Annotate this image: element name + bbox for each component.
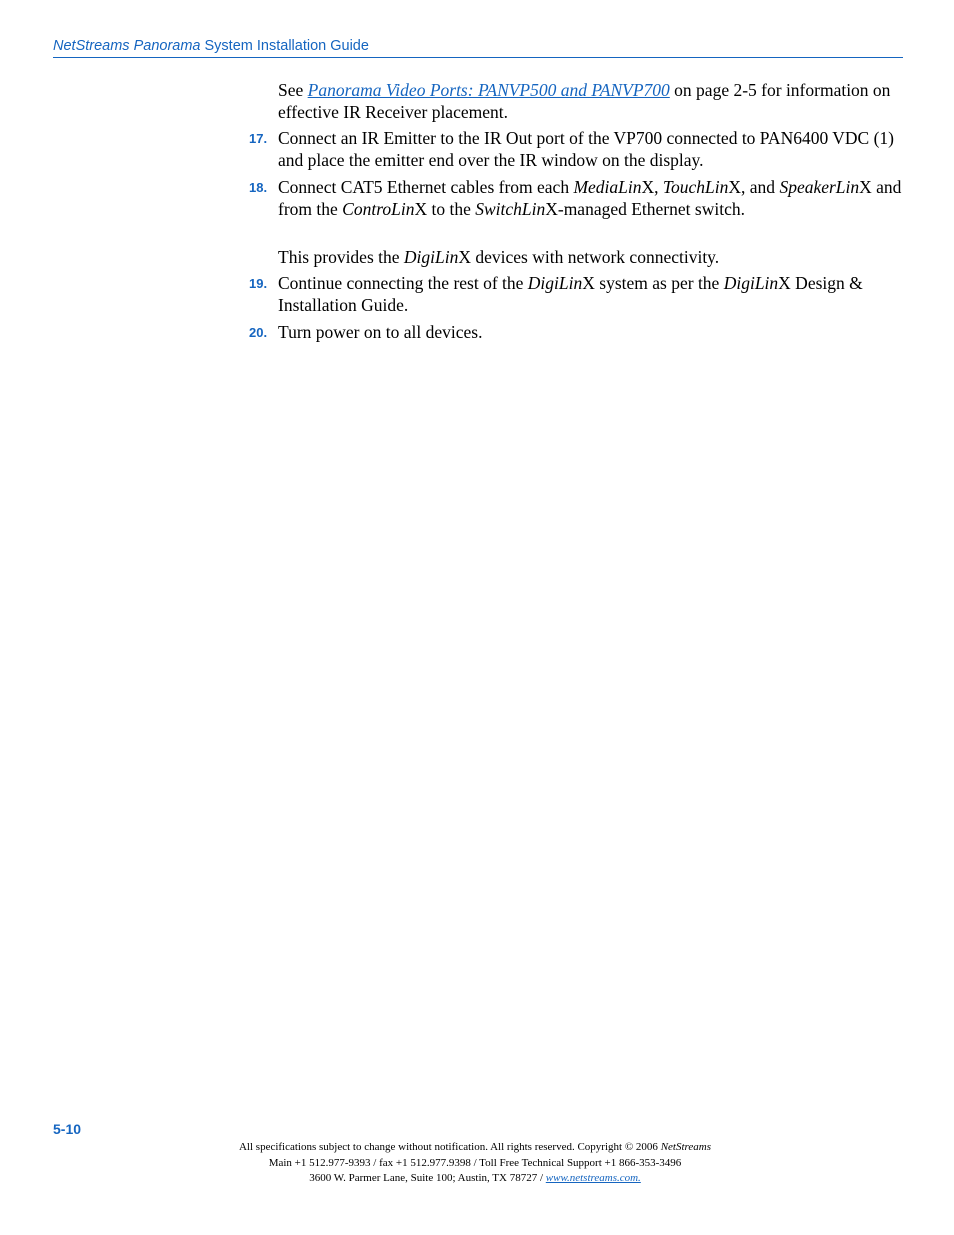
header-title: System Installation Guide <box>200 38 369 54</box>
digilinx-name: DigiLin <box>527 273 583 293</box>
website-link[interactable]: www.netstreams.com. <box>545 1172 641 1184</box>
page-number: 5-10 <box>53 1121 82 1137</box>
speakerlinx-name: SpeakerLin <box>779 177 860 197</box>
medialinx-name: MediaLin <box>573 177 642 197</box>
switchlinx-name: SwitchLin <box>475 199 546 219</box>
see-paragraph <box>278 79 903 123</box>
step-18-note: This provides the DigiLinX devices with network connectivity. <box>278 247 720 267</box>
step-20-text: Turn power on to all devices. <box>278 322 483 342</box>
step-20-number: 20. <box>249 325 268 340</box>
touchlinx-name: TouchLin <box>662 177 729 197</box>
panorama-video-ports-link[interactable]: Panorama Video Ports: PANVP500 and PANVP700 <box>307 80 670 100</box>
footer-contact: Main +1 512.977-9393 / fax +1 512.977.9398 / Toll Free Technical Support +1 866-353-3496 <box>268 1156 682 1169</box>
step-17-text: Connect an IR Emitter to the IR Out port of the VP700 connected to PAN6400 VDC (1) and place the emitter end over the IR window on the display. <box>278 128 894 170</box>
step-18-text: Connect CAT5 Ethernet cables from each MediaLinX, TouchLinX, and SpeakerLinX and from the ControLinX to the SwitchLinX-managed Ethernet switch. <box>278 177 902 219</box>
footer-address: 3600 W. Parmer Lane, Suite 100; Austin, TX 78727 / www.netstreams.com. <box>309 1172 641 1184</box>
step-18-number: 18. <box>249 180 268 195</box>
running-header <box>53 38 903 58</box>
step-19-number: 19. <box>249 276 268 291</box>
digilinx-name: DigiLin <box>403 247 459 267</box>
page-footer <box>150 1140 800 1187</box>
step-17-number: 17. <box>249 131 268 146</box>
controlinx-name: ControLin <box>342 199 415 219</box>
see-prefix: See <box>278 80 308 100</box>
digilinx-name: DigiLin <box>723 273 779 293</box>
header-brand: NetStreams Panorama <box>53 38 201 54</box>
see-suffix: on page 2-5 for information on effective IR Receiver placement. <box>278 80 891 122</box>
step-19-text: Continue connecting the rest of the DigiLinX system as per the DigiLinX Design & Installation Guide. <box>278 273 863 315</box>
footer-copyright: All specifications subject to change without notification. All rights reserved. Copyright © 2006 NetStreams <box>238 1141 711 1153</box>
